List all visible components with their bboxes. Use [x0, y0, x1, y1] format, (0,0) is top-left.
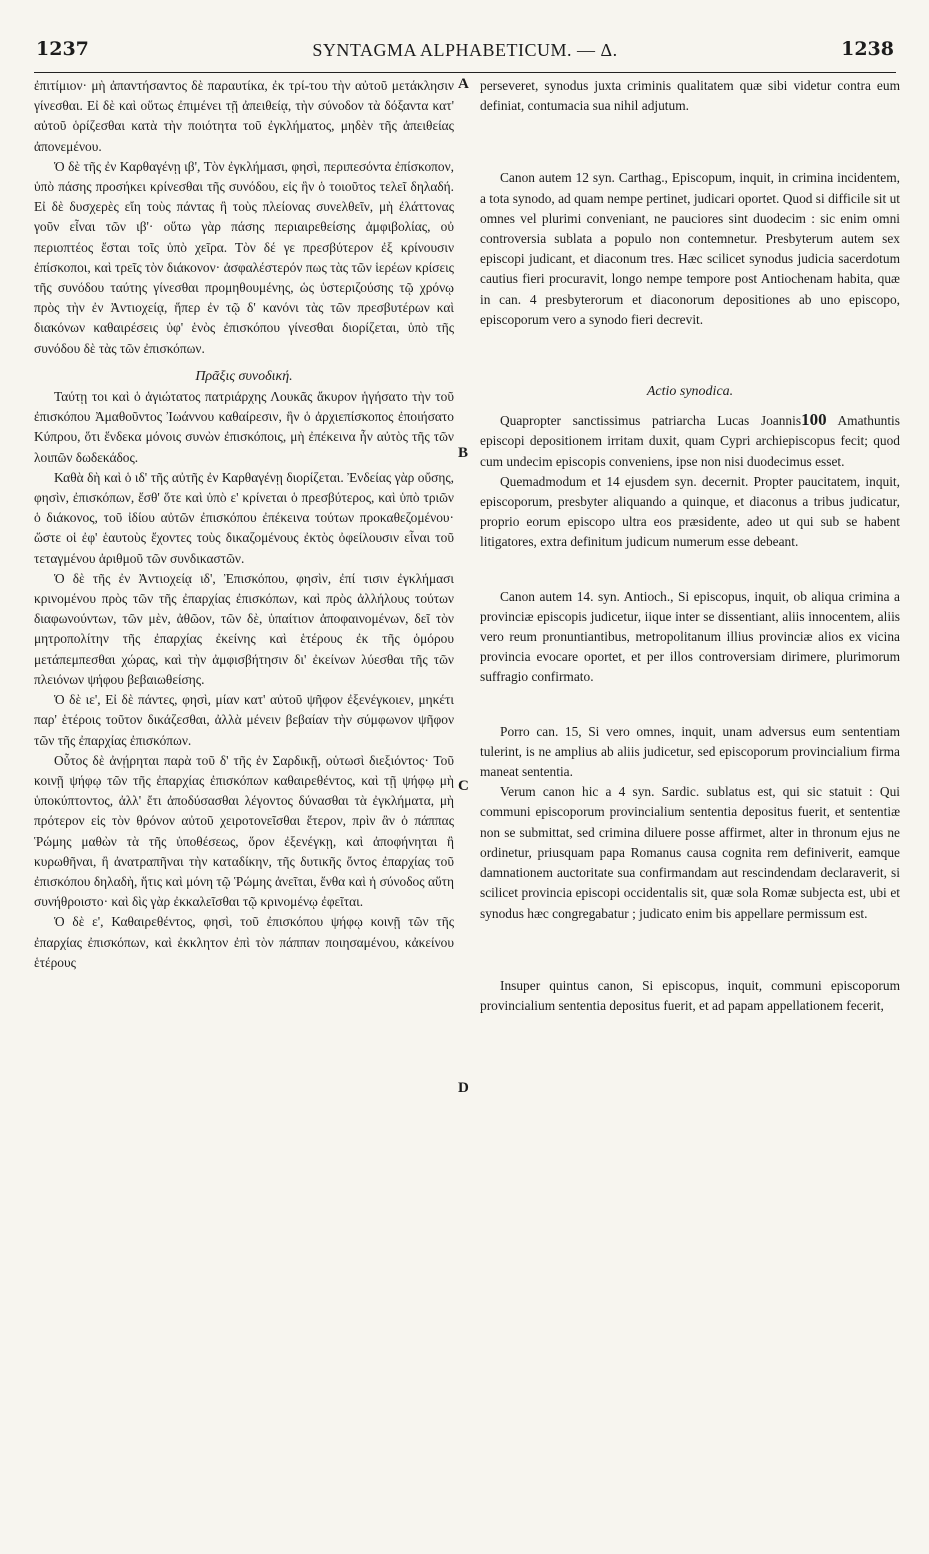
greek-paragraph: Ταύτῃ τοι καὶ ὁ ἁγιώτατος πατριάρχης Λουκᾶς ἄκυρον ἡγήσατο τὴν τοῦ ἐπισκόπου Ἀμαθοῦντος Ἰωάννου καθαίρεσιν, ἣν ὁ ἀρχιεπίσκοπος ἐποιήσατο Κύπρου, ὅτι ἕνδεκα μόνοις συνὼν ἐπισκόποις, μὴ ἐπέκεινα ἦν αὐτὸς τῆς τῶν λοιπῶν δωδεκάδος.	[34, 389, 454, 465]
latin-text: Amathuntis episcopi depositionem irritam duxit, quam Cypri archiepiscopus fecit; quod cum undecim episcopis conveniens, ipse non nisi duodecimus esset.	[480, 413, 900, 469]
latin-paragraph	[480, 410, 900, 472]
latin-paragraph: Canon autem 12 syn. Carthag., Episcopum, inquit, in crimina incidentem, a tota synodo, ad quam nempe pertinet, judicari oportet. Quod si difficile sit ut omnes vel plurimi conveniant, ne pauciores sint duodecim : sic enim omni controversia sublata a populo non contemnetur. Presbyterum autem sex episcopi judicant, et diaconum tres. Hæc scilicet synodus judicia sacerdotum cautius fieri procuravit, longo nempe tempore post Antiochenam habita, quæ in can. 4 presbyterorum et diaconorum depositiones ab uno episcopo, episcoporum vero a synodo fieri decrevit.	[480, 170, 900, 327]
latin-section-heading: Actio synodica.	[646, 384, 734, 400]
greek-paragraph: ἐπιτίμιον· μὴ ἀπαντήσαντος δὲ παραυτίκα, ἐκ τρί-του τὴν αὐτοῦ μετάκλησιν γίνεσθαι. Εἰ δὲ καὶ οὕτως ἐπιμένει τῇ ἀπειθείᾳ, τὴν σύνοδον τὰ δόξαντα κατ' αὐτοῦ ὁρίζεσθαι κατὰ τὴν ποιότητα τοῦ ἐγκλήματος, μηδὲν τῆς ἀπειθείας ἀπονεμένου.	[34, 78, 454, 154]
greek-paragraph: Ὁ δὲ ιε', Εἰ δὲ πάντες, φησὶ, μίαν κατ' αὐτοῦ ψῆφον ἐξενέγκοιεν, μηκέτι παρ' ἑτέροις τοῦτον δικάζεσθαι, ἀλλὰ μένειν βεβαίαν τὴν σύμφωνον ψῆφον τῶν τῆς ἐπαρχίας ἐπισκόπων.	[34, 692, 454, 748]
latin-paragraph: Porro can. 15, Si vero omnes, inquit, unam adversus eum sententiam tulerint, is ne amplius ab aliis judicetur, sed episcoporum provincialium firma maneat sententia.	[480, 723, 900, 780]
latin-paragraph: Canon autem 14. syn. Antioch., Si episcopus, inquit, ob aliqua crimina a provinciæ episcopis judicetur, iique inter se dissentiant, aliis innocentem, aliis vero reum pronuntiantibus, metropolitanum illius provinciæ alios ex vicina provincia evocare oportet, et per illos controversiam dirimere, plurimorum suffragio confirmato.	[480, 588, 900, 685]
latin-paragraph: perseveret, synodus juxta criminis qualitatem quæ sibi videtur contra eum definiat, contumacia sua nihil adjutum.	[480, 78, 900, 114]
greek-section-heading: Πρᾶξις συνοδική.	[195, 368, 293, 384]
running-title: SYNTAGMA ALPHABETICUM. — Δ.	[312, 40, 618, 60]
greek-paragraph: Ὁ δὲ τῆς ἐν Καρθαγένῃ ιβ', Τὸν ἐγκλήμασι, φησὶ, περιπεσόντα ἐπίσκοπον, ὑπὸ πάσης προσήκει κρίνεσθαι τῆς συνόδου, εἰς ἣν ὁ τοιοῦτος τελεῖ δηλαδή. Εἰ δὲ δυσχερὲς εἴη τοὺς πάντας ἢ τοὺς πλείονας συνελθεῖν, μὴ ἐλάττονας γοῦν εἶναι τῶν ιβ'· οὕτω γὰρ πάσης περιαιρεθείσης ἀμφιβολίας, οὐ περιοπτέος ἔσται τοῖς ὑπὸ χεῖρα. Τὸν δέ γε πρεσβύτερον ἐξ κρίνουσιν ἐπίσκοποι, καὶ τρεῖς τὸν διάκονον· ἀσφαλέστερόν πως τὰς τῶν ἱερέων κρίσεις τῆς συνόδου ταύτης γίνεσθαι προμηθουμένης, ὡς ὑστεριζούσης τῷ χρόνῳ πρὸς τὴν ἐν Ἀντιοχείᾳ, ἥπερ ἐν τῷ δ' κανόνι τὰς τῶν πρεσβυτέρων καὶ διακόνων καθαιρέσεις ὑφ' ἑνὸς ἐπισκόπου γίνεσθαι διορίζεται, ὑπὸ τῆς συνόδου δὲ τὰς τῶν ἐπισκόπων.	[34, 158, 454, 356]
margin-marker-c: C	[458, 778, 469, 794]
margin-marker-d: D	[458, 1080, 469, 1096]
greek-paragraph: Ὁ δὲ ε', Καθαιρεθέντος, φησὶ, τοῦ ἐπισκόπου ψήφῳ κοινῇ τῶν τῆς ἐπαρχίας ἐπισκόπων, καὶ ἐκκλητον ἐπὶ τὸν πάππαν ποιησαμένου, κἀκείνου ἑτέρους	[34, 914, 454, 970]
greek-paragraph: Καθὰ δὴ καὶ ὁ ιδ' τῆς αὐτῆς ἐν Καρθαγένῃ διορίζεται. Ἐνδείας γὰρ οὔσης, φησὶν, ἐπισκόπων, ἔσθ' ὅτε καὶ ὑπὸ ε' κρίνεται ὁ πρεσβύτερος, καὶ ὑπὸ τριῶν ὁ διάκονος, τοῦ ἰδίου αὐτῶν ἐπισκόπου ἐπέκεινα τούτων προκαθεζομένου· ὥστε οἱ ἐφ' ἑαυτοὺς ἔχοντες τοὺς δικαζομένους ἐκτὸς ὀφείλουσιν εἶναι τοῦ τεταγμένου ἀριθμοῦ τῶν συνδικαστῶν.	[34, 469, 454, 566]
latin-paragraph: Verum canon hic a 4 syn. Sardic. sublatus est, qui sic statuit : Qui communi episcoporum provincialium sententia depositus fuerit, et sententiæ non se submittat, sed crimina diluere posse affirmet, alter in thronum ejus ne ordinetur, priusquam papa Romanus causa cognita rem definiverit, eamque damnationem auctoritate sua confirmandam aut rescindendam declaraverit, si scilicet provincia episcopi occidentalis sit, quæ sola Romæ subjecta est, ubi et synodus hæc congregabatur ; judicato enim bis appellare permissum est.	[480, 784, 900, 921]
latin-paragraph: Quemadmodum et 14 ejusdem syn. decernit. Propter paucitatem, inquit, episcoporum, presbyter aliquando a quinque, et diaconus a tribus judicatur, proprio eorum episcopo ultra eos præsidente, adeo ut qui sub se habent litigatores, extra definitum judicum numerum esse debeant.	[480, 473, 900, 550]
margin-marker-a: A	[458, 76, 469, 92]
greek-paragraph: Οὗτος δὲ ἀνῄρηται παρὰ τοῦ δ' τῆς ἐν Σαρδικῇ, οὑτωσὶ διεξιόντος· Τοῦ κοινῇ ψήφῳ τῶν τῆς ἐπαρχίας ἐπισκόπων καθαιρεθέντος, καὶ τῇ ψήφῳ μὴ ὑποκύπτοντος, ἀλλ' ἔτι ἀποδύσασθαι λέγοντος δύνασθαι τὰ ἐγκλήματα, μὴ πρότερον εἰς τὸν θρόνον αὐτοῦ χειροτονεῖσθαι ἕτερον, πρὶν ἂν ὁ πάππας Ῥώμης μαθὼν τὰ τῆς ὑποθέσεως, ὅρον ἐξενέγκῃ, καὶ ἀποφήνηται ἢ κυρωθῆναι, ἢ ἀνατραπῆναι τὴν καταδίκην, τῆς δυτικῆς ὄντος ἐπαρχίας τοῦ ἐπισκόπου δηλαδὴ, ἥτις καὶ μόνη τῷ Ῥώμης ἀνεῖται, ἔνθα καὶ ἡ σύνοδος αὕτη συνήθροιστο· καὶ δὶς γὰρ ἐκκαλεῖσθαι τῷ κρινομένῳ ἐφεῖται.	[34, 752, 454, 910]
page-number-right: 1238	[841, 38, 894, 60]
latin-text: Quapropter sanctissimus patriarcha Lucas Joannis	[500, 413, 802, 429]
page-number-left: 1237	[36, 38, 89, 60]
greek-paragraph: Ὁ δὲ τῆς ἐν Ἀντιοχείᾳ ιδ', Ἐπισκόπου, φησὶν, ἐπί τισιν ἐγκλήμασι κρινομένου πρὸς τῶν τῆς ἐπαρχίας ἐπισκόπων, καὶ πρὸς ἀλλήλους τούτων διαφωνούντων, τῶν μὲν, ἀθῶον, τῶν δὲ, ὑπαίτιον ἀποφαινομένων, δεῖ τὸν μητροπολίτην τῆς ἐπαρχίας ἐκείνης καὶ ἑτέρους ἐκ τῆς ὁμόρου μετάπεμπεσθαι χώρας, καὶ τὴν ἀμφισβήτησιν δι' ἐκείνων λύεσθαι τῆς τῶν πλειόνων ψήφου βεβαιωθείσης.	[34, 570, 454, 687]
greek-column	[34, 76, 454, 973]
column-number: 100	[801, 410, 827, 430]
latin-paragraph: Insuper quintus canon, Si episcopus, inquit, communi episcoporum provincialium sententia depositus fuerit, et ad papam appellationem fecerit,	[480, 977, 900, 1013]
margin-marker-b: B	[458, 445, 469, 461]
page-header	[34, 38, 896, 73]
latin-column	[480, 76, 900, 1016]
